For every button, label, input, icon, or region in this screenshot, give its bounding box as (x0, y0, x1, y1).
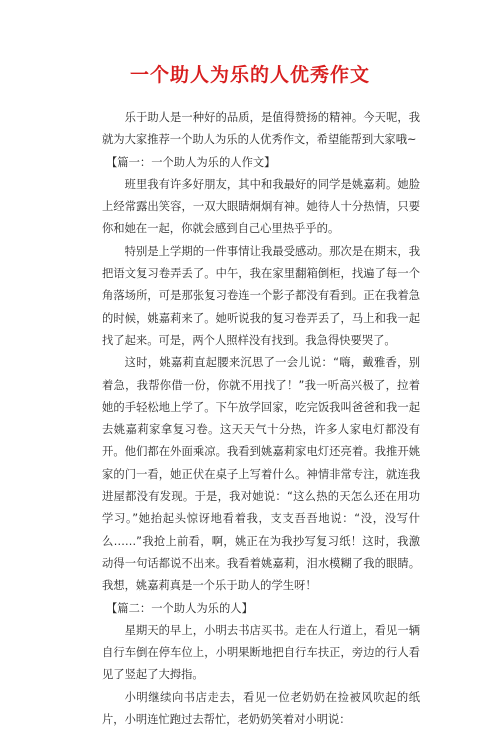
section1-paragraph-3: 这时，姚嘉莉直起腰来沉思了一会儿说：“嗨，戴雅香，别着急，我帮你借一份，你就不用找了！”我一听高兴极了，拉着她的手轻松地上学了。下午放学回家，吃完饭我叫爸爸和我一起去姚嘉莉家拿复习卷。这天天气十分热，许多人家电灯都没有开。他们都在外面乘凉。我看到姚嘉莉家电灯还亮着。我推开姚家的门一看，她正伏在桌子上写着什么。神情非常专注，就连我进屋都没有发现。于是，我对她说：“这么热的天怎么还在用功学习。”她抬起头惊讶地看着我，支支吾吾地说：“没，没写什么……”我抢上前看，啊，姚正在为我抄写复习纸！这时，我激动得一句话都说不出来。我看着姚嘉莉，泪水模糊了我的眼睛。我想，姚嘉莉真是一个乐于助人的学生呀！ (102, 356, 420, 593)
section1-paragraph-1: 班里我有许多好朋友，其中和我最好的同学是姚嘉莉。她脸上经常露出笑容，一双大眼睛炯炯有神。她待人十分热情，只要你和她在一起，你就会感到自己心里热乎乎的。 (102, 177, 420, 236)
section2-paragraph-2: 小明继续向书店走去，看见一位老奶奶在捡被风吹起的纸片，小明连忙跑过去帮忙，老奶奶笑着对小明说： (102, 690, 420, 727)
section2-paragraph-1: 星期天的早上，小明去书店买书。走在人行道上，看见一辆自行车倒在停车位上，小明果断地把自行车扶正，旁边的行人看见了竖起了大拇指。 (102, 623, 420, 682)
section-heading-2: 【篇二：一个助人为乐的人】 (106, 601, 253, 615)
section1-paragraph-2: 特别是上学期的一件事情让我最受感动。那次是在期末，我把语文复习卷弄丢了。中午，我在家里翻箱倒柜，找遍了每一个角落场所，可是那张复习卷连一个影子都没有看到。正在我着急的时候，姚嘉莉来了。她听说我的复习卷弄丢了，马上和我一起找了起来。可是，两个人照样没有找到。我急得快要哭了。 (102, 244, 420, 347)
document-title: 一个助人为乐的人优秀作文 (129, 64, 370, 86)
intro-paragraph: 乐于助人是一种好的品质，是值得赞扬的精神。今天呢，我就为大家推荐一个助人为乐的人优秀作文，希望能帮到大家哦~ (102, 111, 420, 147)
document-body (102, 107, 420, 731)
section-heading-1: 【篇一：一个助人为乐的人作文】 (106, 155, 276, 169)
